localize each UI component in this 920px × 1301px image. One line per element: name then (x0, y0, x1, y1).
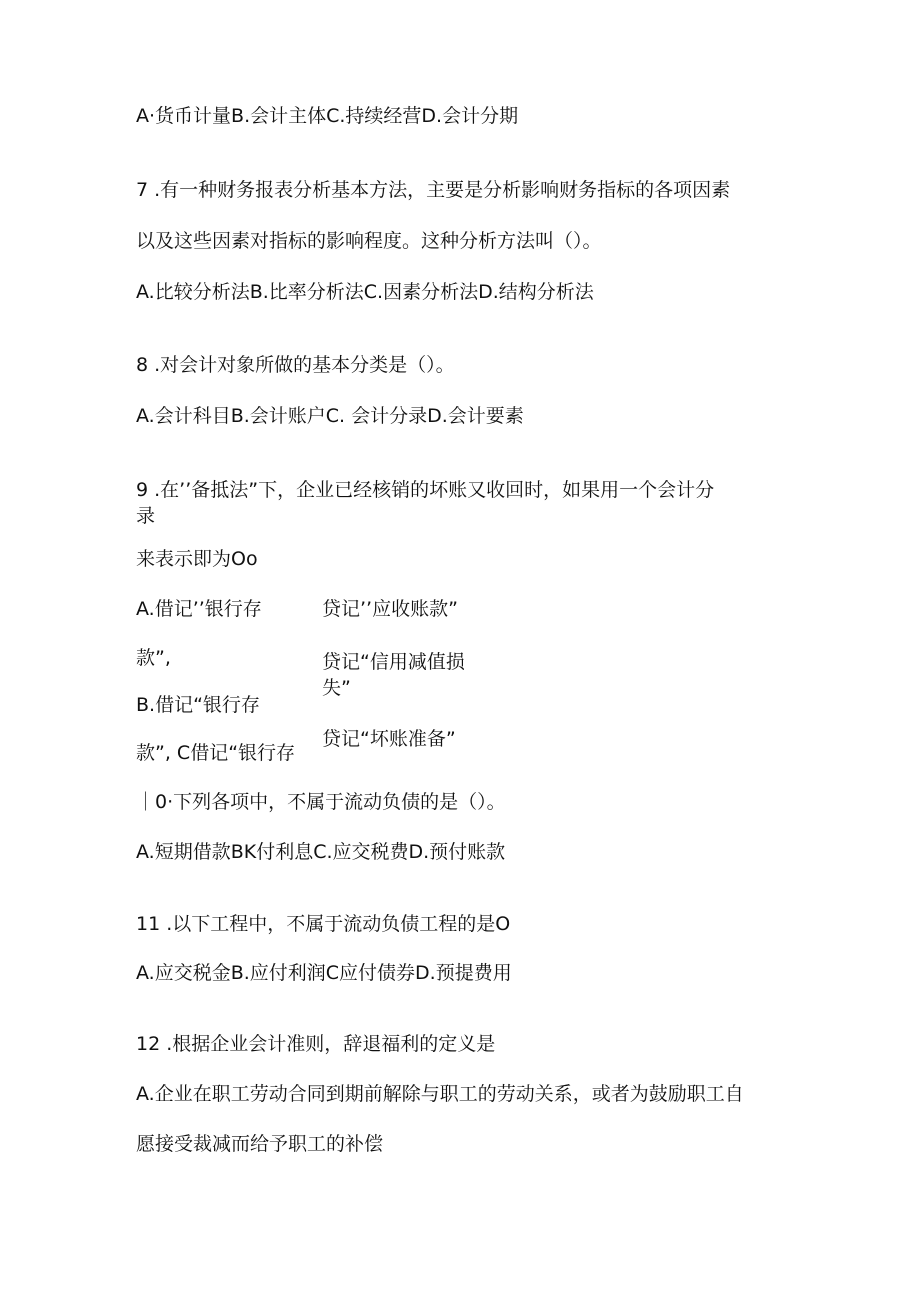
option-9c-debit: 款”, C借记“银行存 (136, 742, 296, 764)
options-q8: A.会计科目B.会计账户C. 会计分录D.会计要素 (136, 405, 524, 427)
option-9b-credit: 贷记“信用减值损 (322, 651, 465, 673)
question-8: 8 .对会计对象所做的基本分类是（）。 (136, 354, 455, 376)
options-q7: A.比较分析法B.比率分析法C.因素分析法D.结构分析法 (136, 281, 594, 303)
question-9-line-2: 录 (136, 505, 156, 527)
question-7-line-1: 7 .有一种财务报表分析基本方法，主要是分析影响财务指标的各项因素 (136, 179, 731, 201)
question-11: 11 .以下工程中，不属于流动负债工程的是O (136, 913, 511, 935)
option-9a-debit: A.借记’’银行存 (136, 598, 262, 620)
options-q11: A.应交税金B.应付利润C应付债券D.预提费用 (136, 962, 512, 984)
question-9-line-3: 来表示即为Oo (136, 548, 258, 570)
question-10: ｜0·下列各项中，不属于流动负债的是（）。 (136, 791, 506, 813)
question-7-line-2: 以及这些因素对指标的影响程度。这种分析方法叫（）。 (136, 230, 602, 252)
options-q6: A·货币计量B.会计主体C.持续经营D.会计分期 (136, 105, 519, 127)
option-12a-line-2: 愿接受裁减而给予职工的补偿 (136, 1133, 384, 1155)
option-9c-credit: 贷记“坏账准备” (322, 728, 456, 750)
option-9a-credit: 贷记’’应收账款” (322, 598, 458, 620)
question-9-line-1: 9 .在’’备抵法”下，企业已经核销的坏账又收回时，如果用一个会计分 (136, 479, 715, 501)
option-9b-credit-cont: 失” (322, 677, 351, 699)
option-9b-debit: B.借记“银行存 (136, 694, 260, 716)
question-12: 12 .根据企业会计准则，辞退福利的定义是 (136, 1033, 496, 1055)
option-9a-debit-cont: 款”, (136, 647, 171, 669)
options-q10: A.短期借款BK付利息C.应交税费D.预付账款 (136, 841, 506, 863)
option-12a-line-1: A.企业在职工劳动合同到期前解除与职工的劳动关系，或者为鼓励职工自 (136, 1083, 744, 1105)
